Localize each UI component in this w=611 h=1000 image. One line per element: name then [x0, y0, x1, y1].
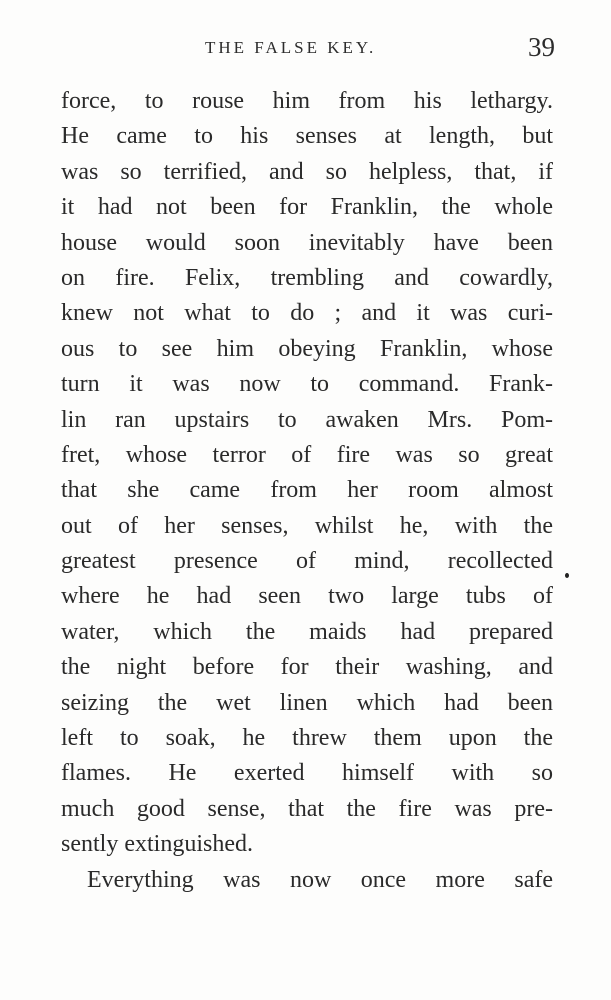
text-line: Everything was now once more safe: [87, 866, 553, 893]
text-line: lin ran upstairs to awaken Mrs. Pom-: [61, 406, 553, 433]
running-title: THE FALSE KEY.: [205, 38, 377, 57]
paragraph-1: [61, 84, 553, 863]
body-text: [61, 84, 553, 898]
text-line: the night before for their washing, and: [61, 654, 553, 681]
text-line: force, to rouse him from his lethargy.: [61, 88, 553, 114]
text-line: on fire. Felix, trembling and cowardly,: [61, 264, 553, 291]
text-line: turn it was now to command. Frank-: [61, 371, 553, 398]
text-line: fret, whose terror of fire was so great: [61, 441, 553, 468]
paragraph-2: [61, 863, 553, 898]
text-line: flames. He exerted himself with so: [61, 760, 553, 787]
text-line: that she came from her room almost: [61, 477, 553, 504]
running-head: [205, 32, 555, 66]
text-line: it had not been for Franklin, the whole: [61, 194, 553, 221]
text-line: was so terrified, and so helpless, that, if: [61, 158, 553, 185]
text-line: seizing the wet linen which had been: [61, 689, 553, 716]
page-number: 39: [528, 32, 555, 62]
text-line: left to soak, he threw them upon the: [61, 725, 553, 752]
text-line: greatest presence of mind, recollected: [61, 548, 553, 575]
text-line: water, which the maids had prepared: [61, 618, 553, 645]
text-line: where he had seen two large tubs of: [61, 583, 553, 610]
text-line: He came to his senses at length, but: [61, 123, 553, 150]
text-line: much good sense, that the fire was pre-: [61, 795, 553, 822]
text-line: house would soon inevitably have been: [61, 229, 553, 256]
ink-speck: [565, 573, 569, 578]
text-line: out of her senses, whilst he, with the: [61, 512, 553, 539]
text-line: sently extinguished.: [61, 831, 253, 858]
text-line: ous to see him obeying Franklin, whose: [61, 335, 553, 362]
text-line: knew not what to do ; and it was curi-: [61, 300, 553, 327]
